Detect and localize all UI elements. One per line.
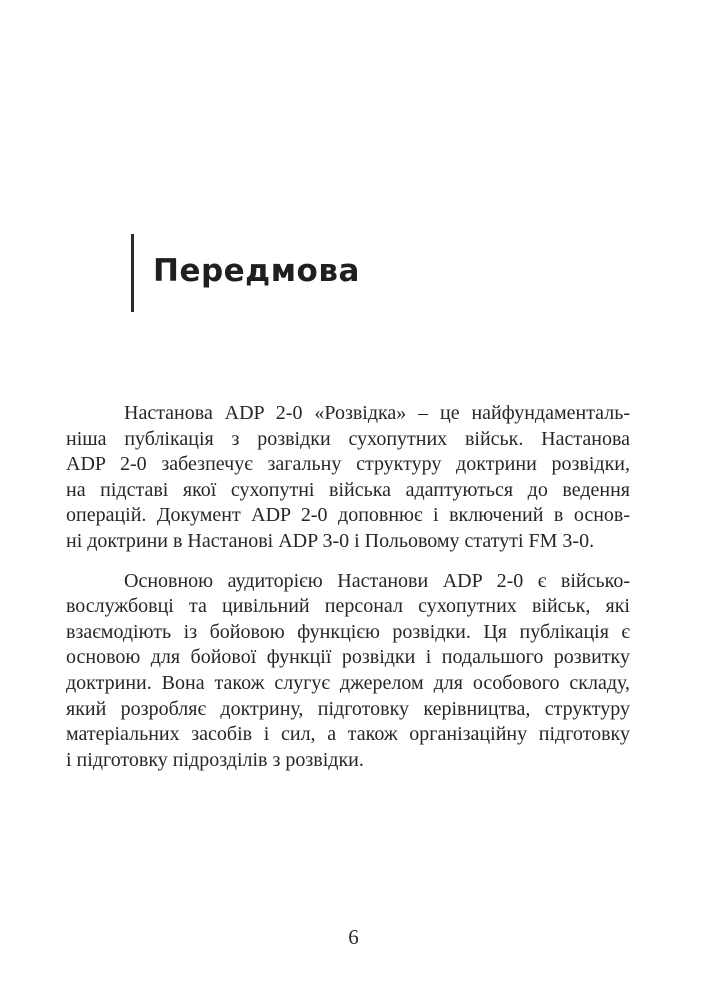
paragraph: [66, 401, 630, 555]
paragraph: [66, 569, 630, 774]
text-line: ні доктрини в Настанові ADP 3-0 і Польовому статуті FM 3-0.: [66, 529, 595, 552]
text-line: і підготовку підрозділів з розвідки.: [66, 748, 364, 771]
text-line: матеріальних засобів і сил, а також організаційну підготовку: [66, 723, 630, 746]
text-line: доктрини. Вона також слугує джерелом для особового складу,: [66, 671, 630, 694]
chapter-header: [131, 234, 360, 312]
text-line: взаємодіють із бойовою функцією розвідки. Ця публікація є: [66, 620, 630, 643]
text-line: Основною аудиторією Настанови ADP 2-0 є військо-: [124, 569, 630, 592]
body-text: [66, 401, 630, 773]
text-line: який розробляє доктрину, підготовку керівництва, структуру: [66, 697, 630, 720]
text-line: ADP 2-0 забезпечує загальну структуру доктрини розвідки,: [66, 453, 630, 476]
page-title: Передмова: [153, 252, 360, 289]
heading-rule: [131, 234, 134, 312]
page-number: 6: [348, 925, 359, 949]
text-line: операцій. Документ ADP 2-0 доповнює і включений в основ-: [66, 504, 630, 527]
text-line: вослужбовці та цивільний персонал сухопутних військ, які: [66, 595, 630, 618]
text-line: на підставі якої сухопутні війська адаптуються до ведення: [66, 478, 630, 501]
text-line: основою для бойової функції розвідки і подальшого розвитку: [66, 646, 630, 669]
text-line: ніша публікація з розвідки сухопутних військ. Настанова: [66, 427, 630, 450]
text-line: Настанова ADP 2-0 «Розвідка» – це найфундаменталь-: [124, 402, 630, 424]
